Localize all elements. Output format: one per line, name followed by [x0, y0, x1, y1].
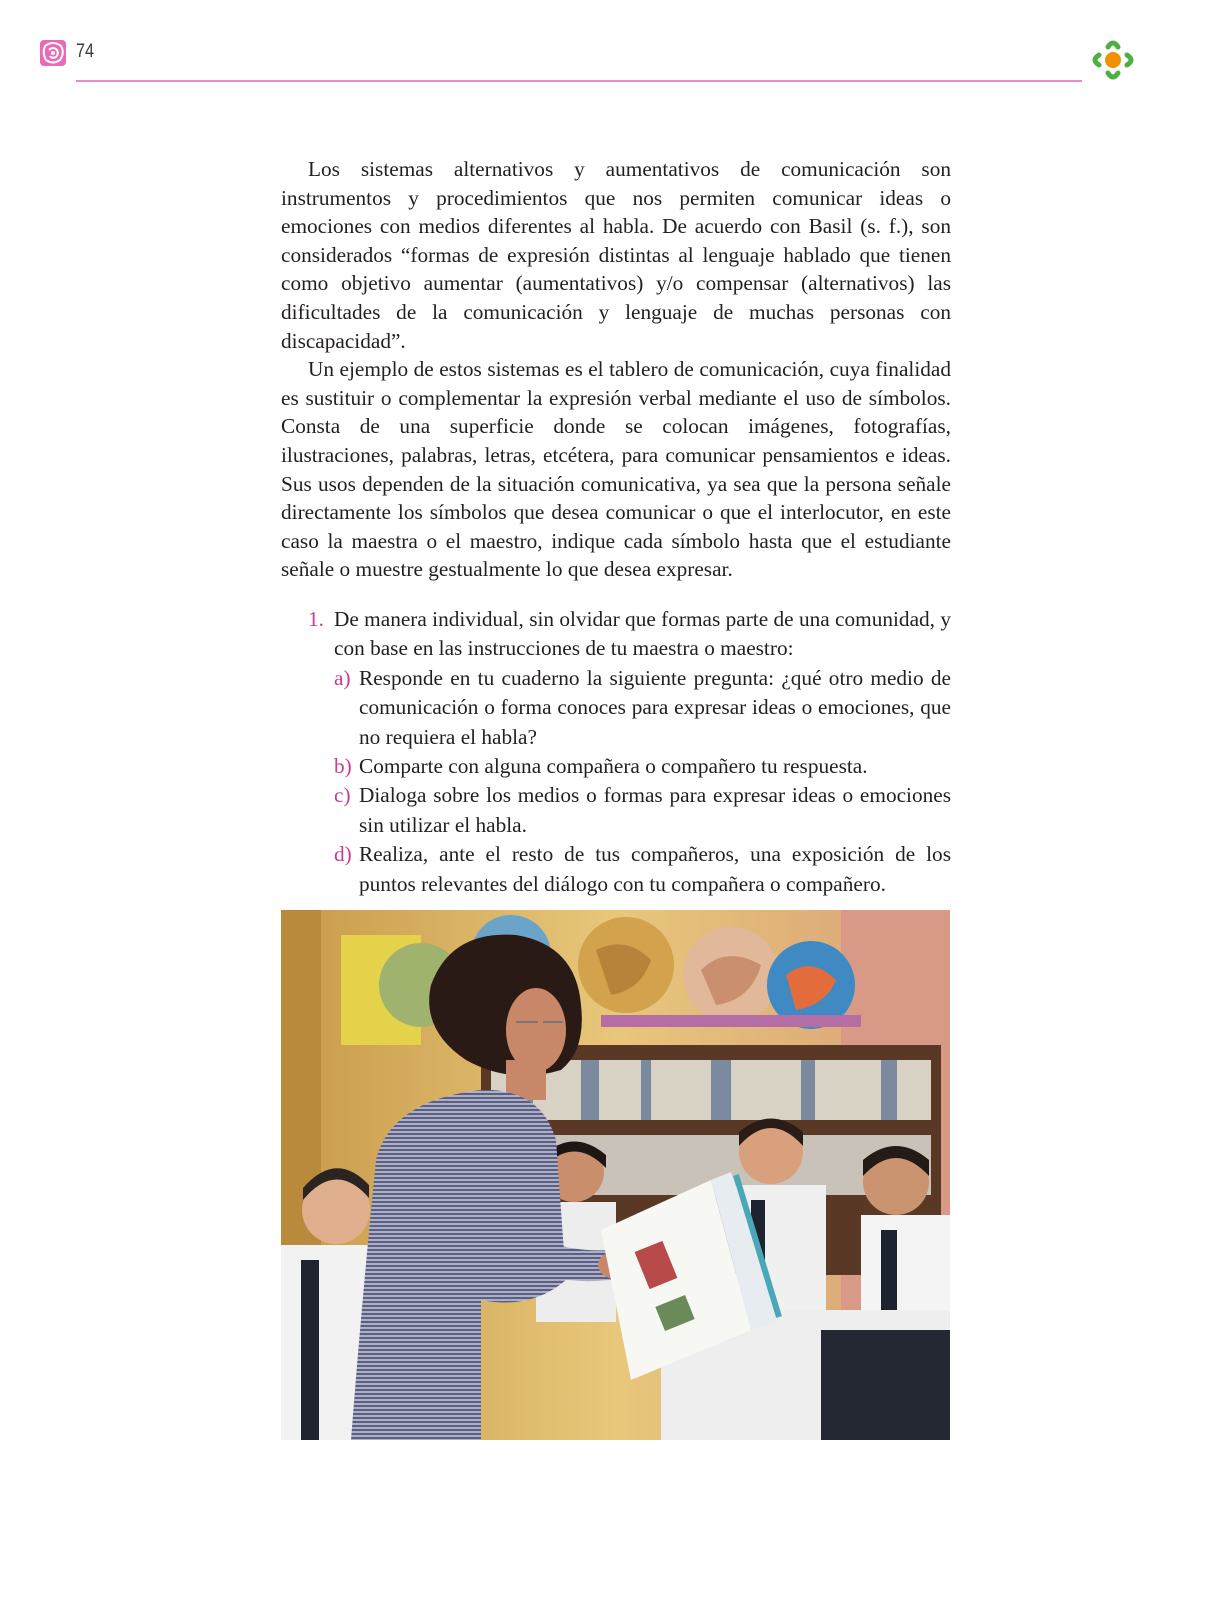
activity-item	[281, 605, 951, 664]
globe	[578, 917, 674, 1013]
sub-item-letter: b)	[334, 753, 352, 778]
page-number: 74	[76, 41, 94, 62]
sub-item	[334, 752, 951, 781]
paragraph: Los sistemas alternativos y aumentativos de comunicación son instrumentos y procedimientos que nos permiten comunicar ideas o emociones con medios diferentes al habla. De acuerdo con Basil (s. f.), son considerados “formas de expresión distintas al lenguaje hablado que tienen como objetivo aumentar (aumentativos) y/o compensar (alternativos) las dificultades de la comunicación y lenguaje de muchas personas con discapacidad”.	[281, 157, 951, 353]
sub-item-letter: c)	[334, 783, 351, 808]
sub-item-text: Comparte con alguna compañera o compañero tu respuesta.	[359, 753, 868, 778]
classroom-photo	[281, 910, 950, 1440]
header-rule	[76, 80, 1082, 82]
globe	[683, 927, 779, 1023]
pink-glyph-icon	[38, 38, 68, 68]
sub-item-text: Dialoga sobre los medios o formas para expresar ideas o emociones sin utilizar el habla.	[359, 783, 951, 837]
sub-item-text: Realiza, ante el resto de tus compañeros, una exposición de los puntos relevantes del diálogo con tu compañera o compañero.	[359, 842, 951, 896]
activity-text: De manera individual, sin olvidar que formas parte de una comunidad, y con base en las instrucciones de tu maestra o maestro:	[334, 606, 951, 661]
flower-logo-icon	[1086, 33, 1140, 87]
sub-item	[334, 781, 951, 840]
activity-list	[281, 605, 951, 899]
paragraph: Un ejemplo de estos sistemas es el tablero de comunicación, cuya finalidad es sustituir o complementar la expresión verbal mediante el uso de símbolos. Consta de una superficie donde se colocan imágenes, fotografías, ilustraciones, palabras, letras, etcétera, para comunicar pensamientos e ideas. Sus usos dependen de la situación comunicativa, ya sea que la persona señale directamente los símbolos que desea comunicar o que el interlocutor, en este caso la maestra o el maestro, indique cada símbolo hasta que el estudiante señale o muestre gestualmente lo que desea expresar.	[281, 357, 951, 582]
sub-item-letter: a)	[334, 665, 351, 690]
sub-item	[334, 840, 951, 899]
main-text	[281, 155, 951, 899]
sub-item-text: Responde en tu cuaderno la siguiente pregunta: ¿qué otro medio de comunicación o forma conoces para expresar ideas o emociones, que no requiera el habla?	[359, 665, 951, 749]
sub-item-letter: d)	[334, 842, 352, 867]
sub-item	[334, 664, 951, 752]
activity-number: 1.	[308, 606, 324, 631]
